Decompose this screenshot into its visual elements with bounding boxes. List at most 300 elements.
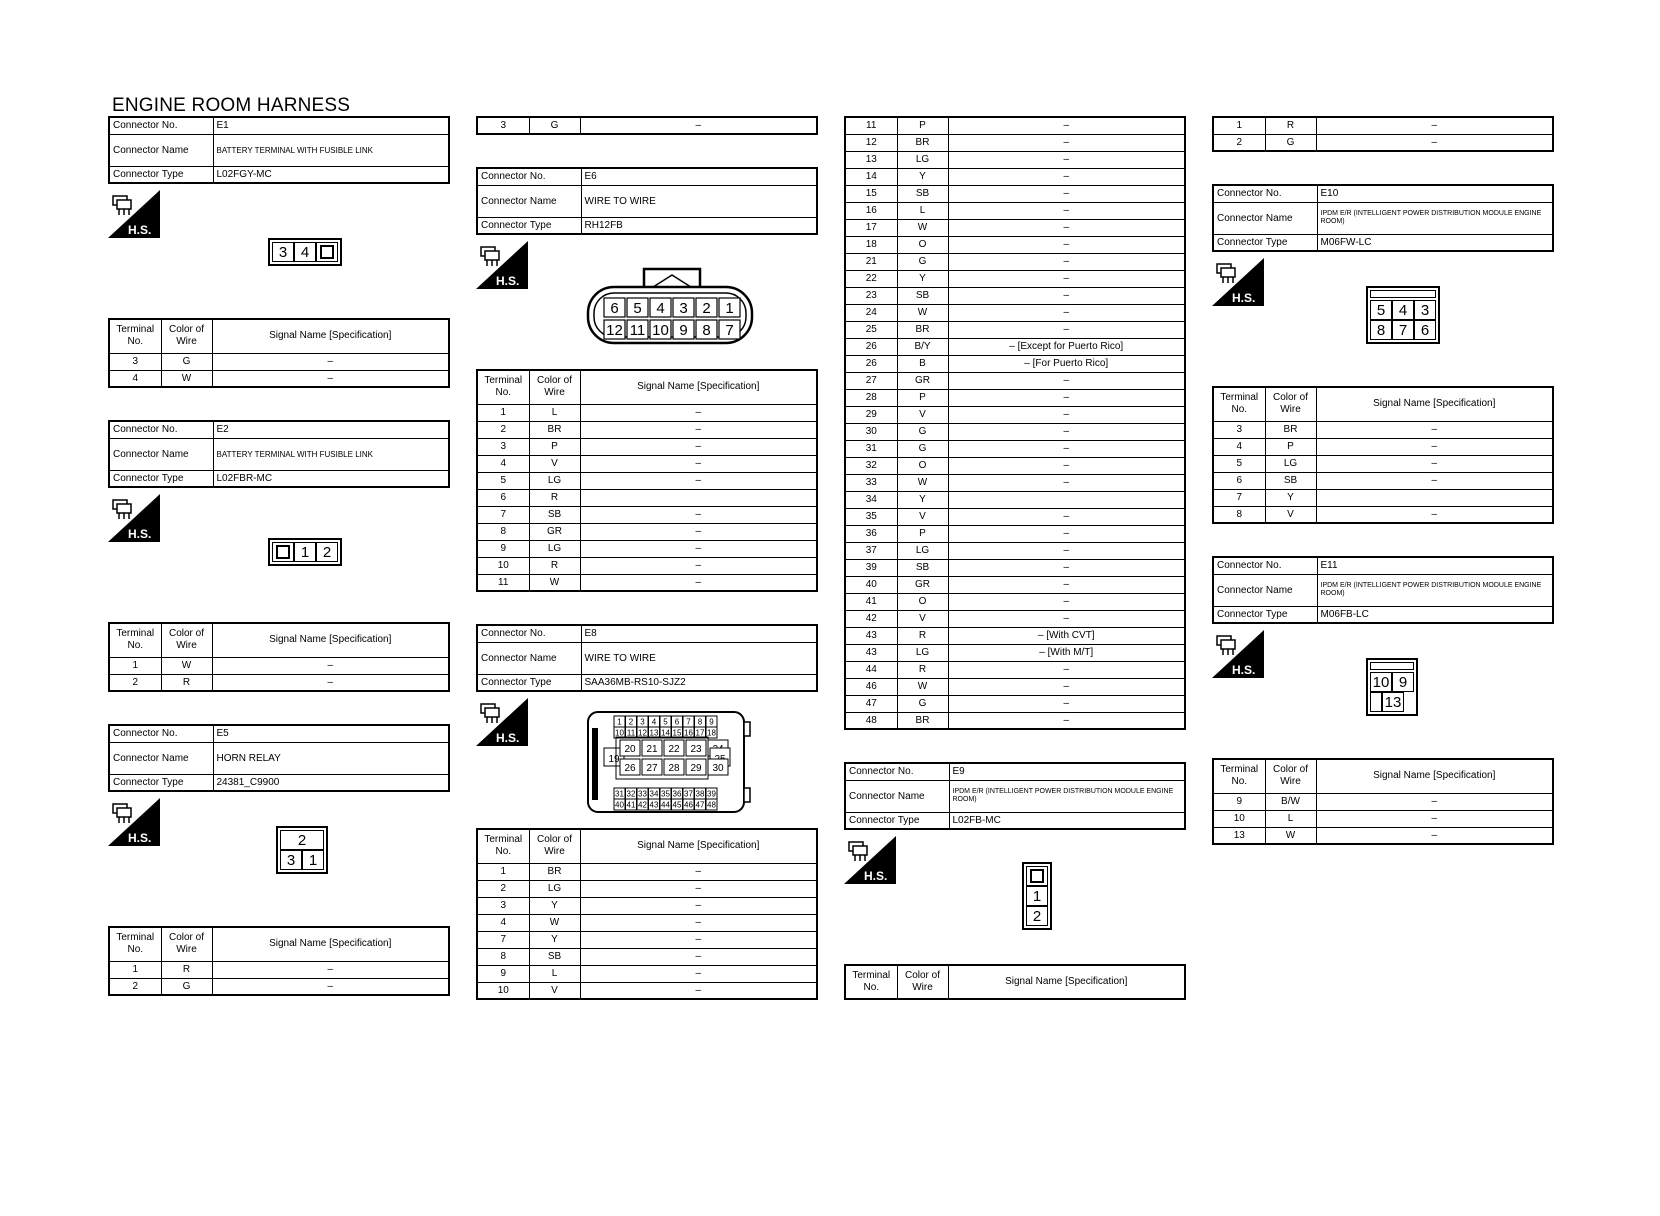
pin-label: 48 xyxy=(707,800,716,810)
signal-cell: – xyxy=(948,389,1185,406)
terminal-cell: 7 xyxy=(477,931,529,948)
color-cell: GR xyxy=(897,372,948,389)
pin-label: 32 xyxy=(626,789,636,799)
th-signal: Signal Name [Specification] xyxy=(580,829,817,863)
table-row xyxy=(845,406,1185,423)
table-row xyxy=(1213,506,1553,523)
th-color: Color of Wire xyxy=(529,829,580,863)
color-cell: W xyxy=(897,219,948,236)
e8-connector-no: E8 xyxy=(581,625,817,642)
pin-cell: 10 xyxy=(1370,672,1392,692)
signal-cell: – xyxy=(948,168,1185,185)
table-row xyxy=(845,457,1185,474)
lock-tab xyxy=(272,542,294,562)
e6-diagram xyxy=(476,241,818,369)
svg-text:H.S.: H.S. xyxy=(1232,291,1256,305)
terminal-cell: 13 xyxy=(1213,827,1265,844)
color-cell: W xyxy=(161,657,212,674)
table-row xyxy=(477,880,817,897)
column-3 xyxy=(844,116,1186,1000)
label-connector-type: Connector Type xyxy=(477,674,581,691)
column-4 xyxy=(1212,116,1554,845)
e8-connector-type: SAA36MB-RS10-SJZ2 xyxy=(581,674,817,691)
terminal-cell: 3 xyxy=(477,897,529,914)
th-terminal: Terminal No. xyxy=(477,370,529,404)
pin-cell: 9 xyxy=(1392,672,1414,692)
pin-label: 11 xyxy=(626,728,636,738)
svg-text:H.S.: H.S. xyxy=(496,731,520,745)
color-cell: LG xyxy=(897,542,948,559)
e2-connector-no: E2 xyxy=(213,421,449,438)
table-row xyxy=(845,219,1185,236)
pin-label: 9 xyxy=(679,322,688,339)
connector-cap xyxy=(1370,662,1414,670)
table-row xyxy=(477,557,817,574)
connector-cap xyxy=(1370,290,1436,298)
signal-cell: – xyxy=(948,457,1185,474)
e1-connector-no: E1 xyxy=(213,117,449,134)
signal-cell: – xyxy=(948,610,1185,627)
table-row xyxy=(845,236,1185,253)
table-row xyxy=(845,355,1185,372)
table-row xyxy=(109,674,449,691)
e5-connector-name: HORN RELAY xyxy=(213,742,449,774)
label-connector-name: Connector Name xyxy=(477,642,581,674)
label-connector-no: Connector No. xyxy=(109,117,213,134)
color-cell: R xyxy=(529,489,580,506)
color-cell: Y xyxy=(529,897,580,914)
color-cell: V xyxy=(897,406,948,423)
table-row xyxy=(845,304,1185,321)
table-row xyxy=(1213,438,1553,455)
terminal-cell: 9 xyxy=(1213,793,1265,810)
pin-label: 4 xyxy=(656,300,665,317)
page-title: ENGINE ROOM HARNESS xyxy=(112,95,351,116)
signal-cell: – xyxy=(948,525,1185,542)
table-row xyxy=(477,117,817,134)
e6-connector-name: WIRE TO WIRE xyxy=(581,185,817,217)
color-cell: LG xyxy=(529,472,580,489)
e11-diagram xyxy=(1212,630,1554,758)
color-cell: Y xyxy=(1265,489,1316,506)
pin-cell: 5 xyxy=(1370,300,1392,320)
color-cell: BR xyxy=(897,712,948,729)
label-connector-name: Connector Name xyxy=(1213,574,1317,606)
terminal-cell: 4 xyxy=(477,914,529,931)
e11-connector-name: IPDM E/R (INTELLIGENT POWER DISTRIBUTION MODULE ENGINE ROOM) xyxy=(1317,574,1553,606)
signal-cell: – xyxy=(1316,117,1553,134)
e5-info-table xyxy=(108,724,450,792)
table-row xyxy=(845,576,1185,593)
terminal-cell: 2 xyxy=(1213,134,1265,151)
terminal-cell: 5 xyxy=(1213,455,1265,472)
color-cell: B/W xyxy=(1265,793,1316,810)
pin-label: 12 xyxy=(638,728,647,738)
pin-label: 21 xyxy=(646,744,658,755)
pin-label: 45 xyxy=(672,800,682,810)
e10-connector-type: M06FW-LC xyxy=(1317,234,1553,251)
e11-pin-table xyxy=(1212,758,1554,845)
pin-label: 46 xyxy=(684,800,693,810)
th-color: Color of Wire xyxy=(529,370,580,404)
terminal-cell: 4 xyxy=(109,370,161,387)
e1-connector-name: BATTERY TERMINAL WITH FUSIBLE LINK xyxy=(213,134,449,166)
th-signal: Signal Name [Specification] xyxy=(1316,759,1553,793)
e1-pinout xyxy=(268,238,342,266)
signal-cell: – xyxy=(212,674,449,691)
pin-cell: 3 xyxy=(280,850,302,870)
terminal-cell: 1 xyxy=(1213,117,1265,134)
signal-cell: – xyxy=(212,370,449,387)
color-cell: W xyxy=(897,474,948,491)
terminal-cell: 1 xyxy=(109,961,161,978)
color-cell: G xyxy=(1265,134,1316,151)
signal-cell: – xyxy=(1316,438,1553,455)
pin-label: 26 xyxy=(624,763,636,774)
signal-cell: – xyxy=(948,372,1185,389)
e9-pinout xyxy=(1022,862,1052,930)
signal-cell: – [Except for Puerto Rico] xyxy=(948,338,1185,355)
pin-label: 7 xyxy=(725,322,734,339)
color-cell: B xyxy=(897,355,948,372)
table-row xyxy=(1213,793,1553,810)
label-connector-name: Connector Name xyxy=(109,742,213,774)
table-row xyxy=(845,423,1185,440)
e6-pin-table xyxy=(476,369,818,592)
pin-label: 18 xyxy=(707,728,716,738)
e6-connector-type: RH12FB xyxy=(581,217,817,234)
color-cell: G xyxy=(897,440,948,457)
pin-cell: 4 xyxy=(294,242,316,262)
e10-pinout xyxy=(1366,286,1440,344)
table-row xyxy=(845,508,1185,525)
color-cell: BR xyxy=(529,863,580,880)
terminal-cell: 10 xyxy=(477,982,529,999)
signal-cell: – [For Puerto Rico] xyxy=(948,355,1185,372)
th-signal: Signal Name [Specification] xyxy=(580,370,817,404)
th-terminal: Terminal No. xyxy=(1213,387,1265,421)
terminal-cell: 4 xyxy=(1213,438,1265,455)
label-connector-type: Connector Type xyxy=(1213,606,1317,623)
pin-label: 7 xyxy=(686,717,691,727)
signal-cell: – xyxy=(580,982,817,999)
label-connector-name: Connector Name xyxy=(845,780,949,812)
color-cell: SB xyxy=(897,287,948,304)
color-cell: B/Y xyxy=(897,338,948,355)
terminal-cell: 26 xyxy=(845,338,897,355)
color-cell: Y xyxy=(529,931,580,948)
e5-connector-type: 24381_C9900 xyxy=(213,774,449,791)
color-cell: Y xyxy=(897,270,948,287)
signal-cell: – xyxy=(948,287,1185,304)
color-cell: Y xyxy=(897,168,948,185)
signal-cell: – xyxy=(1316,793,1553,810)
color-cell: BR xyxy=(1265,421,1316,438)
th-signal: Signal Name [Specification] xyxy=(212,927,449,961)
lock-tab xyxy=(1026,866,1048,886)
table-row xyxy=(845,491,1185,508)
table-row xyxy=(845,321,1185,338)
e5-diagram xyxy=(108,798,450,926)
signal-cell: – xyxy=(948,678,1185,695)
table-row xyxy=(477,948,817,965)
color-cell: G xyxy=(897,423,948,440)
terminal-cell: 26 xyxy=(845,355,897,372)
signal-cell xyxy=(580,489,817,506)
color-cell: GR xyxy=(529,523,580,540)
terminal-cell: 37 xyxy=(845,542,897,559)
column-1 xyxy=(108,116,450,996)
color-cell: V xyxy=(529,455,580,472)
e10-diagram xyxy=(1212,258,1554,386)
color-cell: SB xyxy=(529,948,580,965)
terminal-cell: 9 xyxy=(477,540,529,557)
terminal-cell: 2 xyxy=(477,880,529,897)
label-connector-name: Connector Name xyxy=(477,185,581,217)
empty-cavity xyxy=(1370,692,1382,712)
signal-cell: – xyxy=(1316,421,1553,438)
e2-connector-name: BATTERY TERMINAL WITH FUSIBLE LINK xyxy=(213,438,449,470)
terminal-cell: 43 xyxy=(845,627,897,644)
pin-label: 20 xyxy=(624,744,636,755)
pin-cell: 1 xyxy=(294,542,316,562)
color-cell: R xyxy=(1265,117,1316,134)
e2-info-table xyxy=(108,420,450,488)
terminal-cell: 11 xyxy=(477,574,529,591)
terminal-cell: 5 xyxy=(477,472,529,489)
e9-connector-no: E9 xyxy=(949,763,1185,780)
label-connector-no: Connector No. xyxy=(109,421,213,438)
table-row xyxy=(845,644,1185,661)
pin-label: 9 xyxy=(709,717,714,727)
table-row xyxy=(845,202,1185,219)
th-terminal: Terminal No. xyxy=(477,829,529,863)
signal-cell: – xyxy=(580,455,817,472)
table-row xyxy=(109,353,449,370)
pin-cell: 2 xyxy=(1026,906,1048,926)
pin-label: 6 xyxy=(610,300,619,317)
svg-text:H.S.: H.S. xyxy=(496,274,520,288)
lock-tab xyxy=(316,242,338,262)
color-cell: P xyxy=(897,117,948,134)
signal-cell: – xyxy=(212,353,449,370)
terminal-cell: 30 xyxy=(845,423,897,440)
th-color: Color of Wire xyxy=(161,623,212,657)
pin-label: 15 xyxy=(672,728,682,738)
signal-cell: – xyxy=(580,540,817,557)
color-cell: Y xyxy=(897,491,948,508)
signal-cell: – xyxy=(948,253,1185,270)
signal-cell: – xyxy=(1316,506,1553,523)
table-row xyxy=(845,134,1185,151)
signal-cell: – xyxy=(580,404,817,421)
terminal-cell: 13 xyxy=(845,151,897,168)
terminal-cell: 16 xyxy=(845,202,897,219)
pin-label: 10 xyxy=(615,728,624,738)
signal-cell: – xyxy=(948,321,1185,338)
table-row xyxy=(477,863,817,880)
hs-icon xyxy=(108,798,160,846)
terminal-cell: 9 xyxy=(477,965,529,982)
color-cell: LG xyxy=(529,540,580,557)
e8-diagram xyxy=(476,698,818,828)
pin-label: 3 xyxy=(640,717,645,727)
table-row xyxy=(477,506,817,523)
pin-cell: 6 xyxy=(1414,320,1436,340)
label-connector-no: Connector No. xyxy=(477,625,581,642)
terminal-cell: 42 xyxy=(845,610,897,627)
table-row xyxy=(477,897,817,914)
table-row xyxy=(1213,810,1553,827)
label-connector-type: Connector Type xyxy=(845,812,949,829)
e6-pinout xyxy=(586,267,756,347)
terminal-cell: 47 xyxy=(845,695,897,712)
signal-cell: – xyxy=(948,661,1185,678)
pin-label: 1 xyxy=(617,717,622,727)
terminal-cell: 35 xyxy=(845,508,897,525)
terminal-cell: 39 xyxy=(845,559,897,576)
pin-label: 39 xyxy=(707,789,716,799)
signal-cell: – xyxy=(580,863,817,880)
signal-cell: – xyxy=(212,978,449,995)
signal-cell: – xyxy=(580,914,817,931)
table-row xyxy=(477,489,817,506)
signal-cell: – xyxy=(948,406,1185,423)
column-2 xyxy=(476,116,818,1000)
terminal-cell: 8 xyxy=(1213,506,1265,523)
table-row xyxy=(477,540,817,557)
table-row xyxy=(1213,472,1553,489)
signal-cell xyxy=(1316,489,1553,506)
e10-info-table xyxy=(1212,184,1554,252)
table-row xyxy=(845,542,1185,559)
e9-diagram xyxy=(844,836,1186,964)
terminal-cell: 2 xyxy=(109,674,161,691)
e9-pin-table xyxy=(844,964,1186,1000)
e1-pin-table xyxy=(108,318,450,388)
color-cell: V xyxy=(529,982,580,999)
pin-label: 22 xyxy=(668,744,680,755)
table-row xyxy=(477,931,817,948)
table-row xyxy=(845,661,1185,678)
table-row xyxy=(477,472,817,489)
color-cell: P xyxy=(897,525,948,542)
pin-label: 5 xyxy=(663,717,668,727)
e9-connector-name: IPDM E/R (INTELLIGENT POWER DISTRIBUTION MODULE ENGINE ROOM) xyxy=(949,780,1185,812)
terminal-cell: 1 xyxy=(477,863,529,880)
pin-label: 34 xyxy=(649,789,659,799)
th-color: Color of Wire xyxy=(1265,387,1316,421)
terminal-cell: 28 xyxy=(845,389,897,406)
pin-label: 6 xyxy=(674,717,680,727)
signal-cell: – xyxy=(1316,134,1553,151)
color-cell: SB xyxy=(897,559,948,576)
pin-cell: 1 xyxy=(302,850,324,870)
label-connector-type: Connector Type xyxy=(477,217,581,234)
terminal-cell: 22 xyxy=(845,270,897,287)
table-row xyxy=(845,678,1185,695)
terminal-cell: 48 xyxy=(845,712,897,729)
e11-connector-type: M06FB-LC xyxy=(1317,606,1553,623)
pin-label: 40 xyxy=(615,800,624,810)
pin-label: 8 xyxy=(697,717,703,727)
color-cell: LG xyxy=(897,644,948,661)
e5-connector-no: E5 xyxy=(213,725,449,742)
pin-label: 29 xyxy=(690,763,702,774)
c4-continued-table xyxy=(1212,116,1554,152)
terminal-cell: 1 xyxy=(477,404,529,421)
table-row xyxy=(845,168,1185,185)
color-cell: L xyxy=(529,965,580,982)
pin-label: 27 xyxy=(646,763,658,774)
color-cell: SB xyxy=(1265,472,1316,489)
terminal-cell: 34 xyxy=(845,491,897,508)
hs-icon xyxy=(844,836,896,884)
e5-pin-table xyxy=(108,926,450,996)
terminal-cell: 7 xyxy=(1213,489,1265,506)
color-cell: BR xyxy=(897,134,948,151)
hs-icon xyxy=(476,698,528,746)
color-cell: G xyxy=(529,117,580,134)
terminal-cell: 3 xyxy=(477,117,529,134)
terminal-cell: 46 xyxy=(845,678,897,695)
th-terminal: Terminal No. xyxy=(109,319,161,353)
color-cell: LG xyxy=(897,151,948,168)
pin-label: 8 xyxy=(702,322,711,339)
label-connector-no: Connector No. xyxy=(1213,185,1317,202)
terminal-cell: 29 xyxy=(845,406,897,423)
pin-label: 28 xyxy=(668,763,680,774)
table-row xyxy=(845,440,1185,457)
terminal-cell: 3 xyxy=(1213,421,1265,438)
signal-cell: – [With M/T] xyxy=(948,644,1185,661)
signal-cell: – xyxy=(948,219,1185,236)
color-cell: W xyxy=(897,304,948,321)
table-row xyxy=(1213,455,1553,472)
pin-cell: 3 xyxy=(1414,300,1436,320)
pin-cell: 2 xyxy=(280,830,324,850)
label-connector-name: Connector Name xyxy=(109,134,213,166)
color-cell: R xyxy=(529,557,580,574)
terminal-cell: 18 xyxy=(845,236,897,253)
pin-label: 31 xyxy=(615,789,624,799)
signal-cell: – xyxy=(212,657,449,674)
th-color: Color of Wire xyxy=(161,927,212,961)
signal-cell: – xyxy=(580,523,817,540)
e10-connector-no: E10 xyxy=(1317,185,1553,202)
terminal-cell: 31 xyxy=(845,440,897,457)
table-row xyxy=(845,627,1185,644)
th-signal: Signal Name [Specification] xyxy=(1316,387,1553,421)
terminal-cell: 3 xyxy=(477,438,529,455)
table-row xyxy=(477,421,817,438)
color-cell: V xyxy=(897,610,948,627)
pin-label: 35 xyxy=(661,789,670,799)
table-row xyxy=(845,525,1185,542)
svg-text:H.S.: H.S. xyxy=(128,831,152,845)
label-connector-no: Connector No. xyxy=(477,168,581,185)
e1-info-table xyxy=(108,116,450,184)
signal-cell: – [With CVT] xyxy=(948,627,1185,644)
signal-cell: – xyxy=(580,421,817,438)
color-cell: W xyxy=(1265,827,1316,844)
table-row xyxy=(845,185,1185,202)
terminal-cell: 10 xyxy=(1213,810,1265,827)
signal-cell: – xyxy=(948,304,1185,321)
terminal-cell: 2 xyxy=(477,421,529,438)
color-cell: LG xyxy=(1265,455,1316,472)
svg-text:H.S.: H.S. xyxy=(864,869,888,883)
